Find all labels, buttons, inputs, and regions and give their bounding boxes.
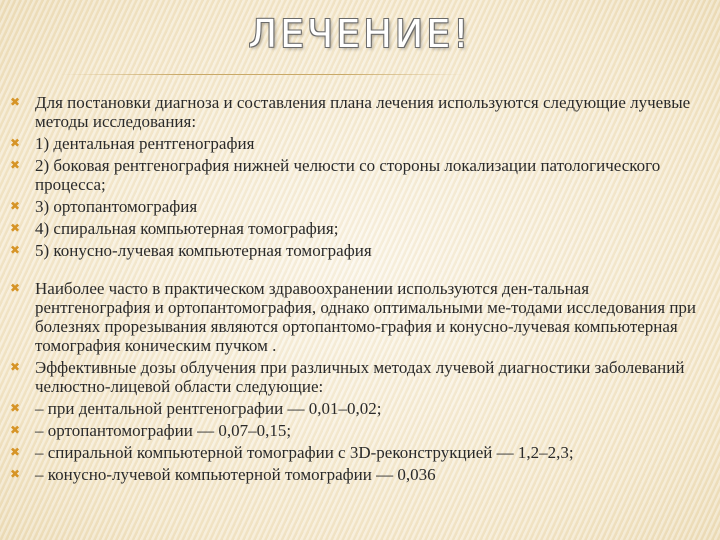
x-mark-bullet-icon: ✖	[10, 281, 21, 295]
x-mark-bullet-icon: ✖	[10, 136, 21, 150]
bullet-item	[10, 421, 700, 440]
bullet-text: Эффективные дозы облучения при различных методах лучевой диагностики заболеваний челюстно-лицевой области следующие:	[35, 358, 685, 396]
bullet-text: – спиральной компьютерной томографии с 3D-реконструкцией — 1,2–2,3;	[35, 443, 574, 462]
bullet-item	[10, 443, 700, 462]
title-underline	[60, 74, 465, 75]
x-mark-bullet-icon: ✖	[10, 467, 21, 481]
bullet-item	[10, 134, 700, 153]
x-mark-bullet-icon: ✖	[10, 221, 21, 235]
x-mark-bullet-icon: ✖	[10, 243, 21, 257]
bullet-item	[10, 358, 700, 396]
bullet-item	[10, 241, 700, 260]
x-mark-bullet-icon: ✖	[10, 158, 21, 172]
x-mark-bullet-icon: ✖	[10, 401, 21, 415]
bullet-item	[10, 197, 700, 216]
x-mark-bullet-icon: ✖	[10, 423, 21, 437]
bullet-text: 3) ортопантомография	[35, 197, 198, 216]
bullet-item	[10, 465, 700, 484]
bullet-item	[10, 93, 700, 131]
bullet-text: 5) конусно-лучевая компьютерная томография	[35, 241, 372, 260]
slide-body	[10, 93, 700, 487]
x-mark-bullet-icon: ✖	[10, 360, 21, 374]
slide-title: ЛЕЧЕНИЕ!	[248, 12, 472, 56]
bullet-text: 4) спиральная компьютерная томография;	[35, 219, 339, 238]
bullet-text: 1) дентальная рентгенография	[35, 134, 255, 153]
bullet-item	[10, 279, 700, 355]
bullet-text: Наиболее часто в практическом здравоохранении используются ден-тальная рентгенография и ортопантомография, однако оптимальными ме-тодами исследования при болезнях прорезывания являются ортопантомо-графия и конусно-лучевая компьютерная томография коническим пучком .	[35, 279, 697, 355]
x-mark-bullet-icon: ✖	[10, 445, 21, 459]
bullet-text: Для постановки диагноза и составления плана лечения используются следующие лучевые методы исследования:	[35, 93, 691, 131]
bullet-item	[10, 399, 700, 418]
x-mark-bullet-icon: ✖	[10, 95, 21, 109]
bullet-text: – при дентальной рентгенографии — 0,01–0,02;	[35, 399, 382, 418]
bullet-text: 2) боковая рентгенография нижней челюсти со стороны локализации патологического процесса;	[35, 156, 661, 194]
x-mark-bullet-icon: ✖	[10, 199, 21, 213]
bullet-text: – конусно-лучевой компьютерной томографии — 0,036	[35, 465, 436, 484]
bullet-item	[10, 219, 700, 238]
bullet-item	[10, 156, 700, 194]
bullet-text: – ортопантомографии — 0,07–0,15;	[35, 421, 292, 440]
